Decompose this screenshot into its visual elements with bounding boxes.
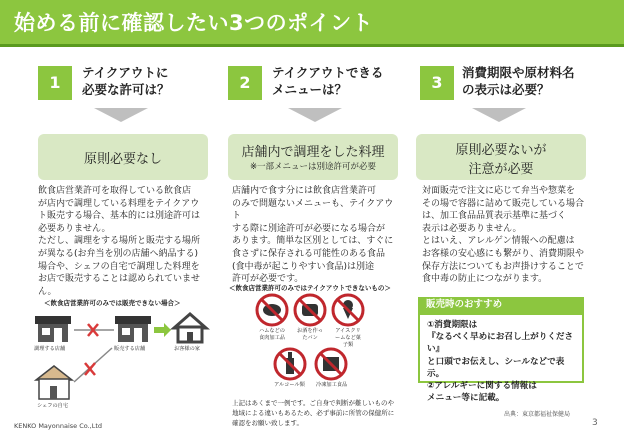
- question-3-line2: の表示は必要？: [462, 82, 550, 97]
- body-line: とはいえ、アレルゲン情報への配慮は: [422, 236, 575, 247]
- body-line: ト販売する場合、基本的には別途許可は: [38, 211, 201, 222]
- illustration-1-caption: ＜飲食店営業許可のみでは販売できない場合＞: [44, 299, 181, 307]
- answer-1: 原則必要なし: [83, 152, 162, 167]
- illustration-2-caption: ＜飲食店営業許可のみではテイクアウトできないもの＞: [229, 284, 391, 292]
- body-line: が異なる(お弁当を別の店舗へ納品する): [38, 248, 199, 259]
- title-bar: [0, 0, 624, 44]
- sales-shop-icon: [115, 316, 151, 342]
- recommend-line: ①消費期限は: [427, 320, 478, 330]
- body-text-1: [38, 185, 214, 298]
- note-line: 確認をお願い致します。: [232, 419, 303, 427]
- label-customer-home: お客様の家: [174, 346, 200, 352]
- body-line: のみで問題ないメニューも、テイクアウト: [232, 198, 394, 222]
- body-line: する際に別途許可が必要になる場合が: [232, 223, 386, 234]
- label-frozen-food: 冷凍加工食品: [316, 382, 348, 388]
- label-sales-shop: 販売する店舗: [114, 346, 146, 352]
- recommend-line: と口頭でお伝えし、シールなどで表示。: [427, 356, 565, 379]
- ice-cream-prohibited-icon: [333, 295, 363, 325]
- footer-company: KENKO Mayonnaise Co.,Ltd: [14, 422, 103, 430]
- body-line: は、加工食品品質表示基準に基づく: [422, 211, 567, 222]
- body-line: が店内で調理している料理をテイクアウ: [38, 198, 200, 209]
- kitchen-shop-icon: [35, 316, 71, 342]
- answer-2-note: ※一部メニューは別途許可が必要: [249, 162, 377, 172]
- label-kitchen-shop: 調理する店舗: [34, 346, 66, 352]
- body-line: その場で容器に詰めて販売している場合: [422, 198, 585, 209]
- question-2-line1: テイクアウトできる: [272, 65, 384, 80]
- body-line: お店で販売することは認められていません。: [38, 274, 201, 297]
- body-line: (食中毒が起こりやすい食品)は別途: [232, 261, 375, 272]
- body-line: 保存方法についてもお声掛けすることで: [422, 261, 584, 272]
- answer-box-3: [416, 134, 586, 180]
- recommend-line: 『なるべく早めにお召し上がりください』: [427, 332, 574, 355]
- customer-home-icon: [174, 314, 206, 342]
- body-line: 食中毒の防止につながります。: [422, 274, 548, 285]
- question-3-line1: 消費期限や原材料名: [462, 65, 575, 80]
- bread-prohibited-icon: [295, 295, 325, 325]
- body-line: 許可が必要です。: [232, 274, 304, 285]
- answer-3-line1: 原則必要ないが: [455, 143, 547, 158]
- body-line: ただし、調理をする場所と販売する場所: [38, 236, 201, 247]
- point-number-2: 2: [228, 66, 262, 100]
- ham-prohibited-icon: [257, 295, 287, 325]
- body-line: お客様の安心感にも繋がり、消費期限や: [422, 248, 585, 259]
- down-arrow-1: [94, 108, 148, 122]
- point-number-3: 3: [420, 66, 454, 100]
- slide-title: 始める前に確認したい3つのポイント: [14, 11, 374, 35]
- body-line: 必要ありません。: [38, 223, 111, 234]
- label-ice-cream: アイスクリームなど菓子類: [335, 328, 361, 348]
- body-line: 食さずに保存される可能性のある食品: [232, 248, 386, 259]
- note-line: 地域による違いもあるため、必ず事前に所管の保健所に: [232, 409, 395, 417]
- frozen-food-prohibited-icon: [316, 349, 346, 379]
- note-line: 上記はあくまで一例です。ご自身で判断が難しいものや: [232, 399, 394, 407]
- title-underline: [0, 44, 624, 47]
- cross-mark-icon: [85, 363, 95, 375]
- body-line: あります。簡単な区別としては、すぐに: [232, 236, 394, 247]
- disclaimer-note: [232, 398, 394, 428]
- question-1-line1: テイクアウトに: [82, 65, 169, 80]
- body-text-2: [232, 185, 402, 286]
- footer-source: 出典：東京都福祉保健局: [504, 411, 571, 418]
- down-arrow-3: [472, 108, 526, 122]
- body-line: 場合や、シェフの自宅で調理した料理を: [38, 261, 200, 272]
- body-line: 飲食店営業許可を取得している飲食店: [38, 186, 192, 196]
- body-line: 表示は必要ありません。: [422, 223, 522, 234]
- question-1-line2: 必要な許可は？: [82, 82, 170, 97]
- down-arrow-2: [288, 108, 342, 122]
- recommend-box: [418, 313, 584, 404]
- answer-3-line2: 注意が必要: [468, 162, 534, 177]
- question-2-line2: メニューは？: [272, 82, 348, 97]
- body-line: 店舗内で食す分には飲食店営業許可: [232, 186, 377, 196]
- body-line: 対面販売で注文に応じて弁当や惣菜を: [422, 186, 576, 196]
- answer-box-2: [228, 134, 398, 180]
- answer-2: 店舗内で調理をした料理: [241, 145, 385, 160]
- label-chef-home: シェフの自宅: [37, 403, 69, 409]
- answer-box-1: [38, 134, 208, 180]
- point-number-1: 1: [38, 66, 72, 100]
- label-alcohol: アルコール類: [274, 382, 305, 388]
- alcohol-prohibited-icon: [275, 349, 305, 379]
- recommend-header: 販売時のおすすめ: [418, 297, 584, 313]
- body-text-3: [422, 185, 598, 286]
- recommend-line: ②アレルギーに関する情報は: [427, 381, 537, 392]
- label-ham: ハムなどの食肉加工品: [259, 328, 285, 341]
- chef-home-icon: [36, 366, 72, 399]
- recommend-line: メニュー等に記載。: [427, 393, 505, 404]
- label-bread: お酒を作ったバン: [297, 328, 323, 341]
- page-number: 3: [592, 418, 598, 428]
